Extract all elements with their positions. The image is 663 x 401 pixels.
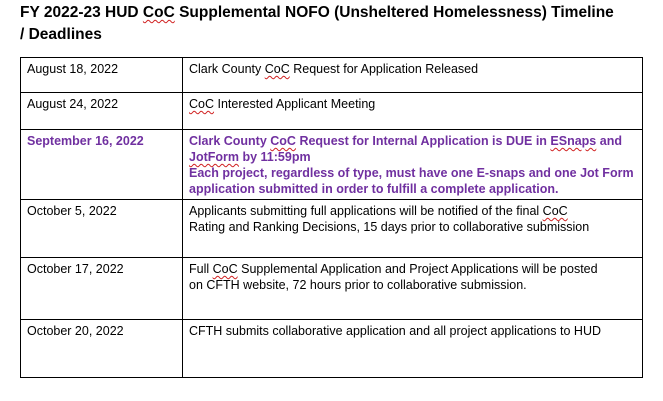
event-cell: Clark County CoC Request for Internal Application is DUE in ESnaps and JotForm by 11:59pm Each project, regardless of type, must have one E-snaps and one Jot Form application submitted in order to fulfill a complete application. bbox=[183, 130, 643, 200]
event-cell: Clark County CoC Request for Application Released bbox=[183, 58, 643, 93]
date-cell: October 5, 2022 bbox=[21, 200, 183, 258]
event-cell: CFTH submits collaborative application and all project applications to HUD bbox=[183, 320, 643, 378]
spellcheck-word: CoC bbox=[270, 134, 296, 148]
date-cell: September 16, 2022 bbox=[21, 130, 183, 200]
table-row bbox=[21, 93, 643, 130]
timeline-table bbox=[20, 57, 643, 378]
date-cell: August 18, 2022 bbox=[21, 58, 183, 93]
event-cell: CoC Interested Applicant Meeting bbox=[183, 93, 643, 130]
page-title bbox=[20, 2, 650, 46]
spellcheck-word: CoC bbox=[189, 97, 215, 111]
table-row bbox=[21, 320, 643, 378]
event-cell: Full CoC Supplemental Application and Project Applications will be posted on CFTH website, 72 hours prior to collaborative submission. bbox=[183, 258, 643, 320]
table-row bbox=[21, 58, 643, 93]
table-row-deadline bbox=[21, 130, 643, 200]
title-line-2: / Deadlines bbox=[20, 26, 102, 43]
spellcheck-word: ESnaps bbox=[550, 134, 597, 148]
table-row bbox=[21, 258, 643, 320]
spellcheck-word: CoC bbox=[212, 262, 238, 276]
spellcheck-word: CoC bbox=[264, 62, 290, 76]
date-cell: October 20, 2022 bbox=[21, 320, 183, 378]
title-line-1: FY 2022-23 HUD CoC Supplemental NOFO (Unsheltered Homelessness) Timeline bbox=[20, 4, 614, 21]
table-row bbox=[21, 200, 643, 258]
event-cell: Applicants submitting full applications will be notified of the final CoC Rating and Ranking Decisions, 15 days prior to collaborative submission bbox=[183, 200, 643, 258]
date-cell: October 17, 2022 bbox=[21, 258, 183, 320]
spellcheck-word: CoC bbox=[142, 4, 175, 21]
spellcheck-word: CoC bbox=[542, 204, 568, 218]
date-cell: August 24, 2022 bbox=[21, 93, 183, 130]
spellcheck-word: JotForm bbox=[189, 150, 239, 164]
